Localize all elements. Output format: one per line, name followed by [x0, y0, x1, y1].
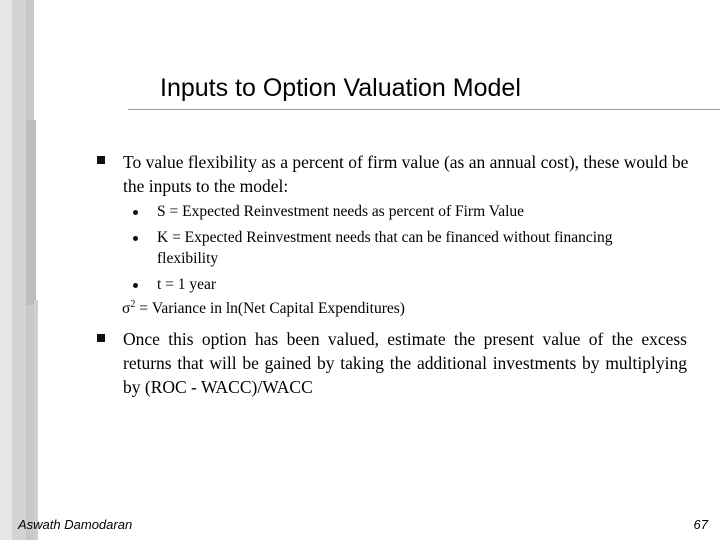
decor-bar: [12, 0, 26, 540]
page-number: 67: [693, 517, 708, 532]
bullet-text-1: To value flexibility as a percent of firm value (as an annual cost), these would be the inputs to the model:: [123, 152, 689, 196]
decor-bar: [34, 300, 38, 540]
decor-bar: [0, 0, 12, 540]
bullet-text-2: Once this option has been valued, estimate the present value of the excess returns that will be gained by taking the additional investments by multiplying by (ROC - WACC)/WACC: [123, 329, 687, 397]
subpoint-k-continuation: flexibility: [157, 250, 219, 267]
square-bullet-icon: [97, 334, 105, 342]
decor-bar: [26, 120, 36, 305]
sigma-symbol: σ: [122, 300, 131, 318]
dot-bullet-icon: [133, 283, 138, 288]
sigma-text: = Variance in ln(Net Capital Expenditures): [135, 300, 405, 318]
sigma-exponent: 2: [130, 299, 136, 310]
subpoint-t: t = 1 year: [157, 276, 217, 293]
subpoint-k: K = Expected Reinvestment needs that can be financed without financing: [157, 229, 613, 246]
subpoint-sigma: [122, 299, 405, 318]
title-divider: [128, 109, 720, 110]
subpoint-s: S = Expected Reinvestment needs as percent of Firm Value: [157, 203, 525, 220]
dot-bullet-icon: [133, 236, 138, 241]
dot-bullet-icon: [133, 210, 138, 215]
square-bullet-icon: [97, 156, 105, 164]
slide-title: Inputs to Option Valuation Model: [160, 74, 521, 102]
footer-author: Aswath Damodaran: [18, 517, 133, 532]
